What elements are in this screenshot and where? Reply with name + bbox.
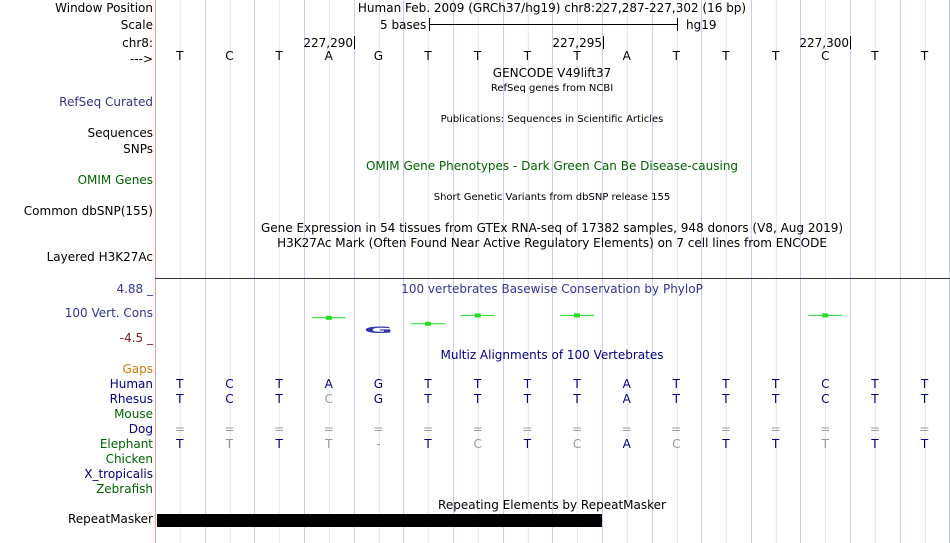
- refseq-track-label[interactable]: RefSeq Curated: [59, 95, 153, 109]
- alignment-base: =: [820, 422, 831, 436]
- tick-label: 227,300: [799, 36, 849, 50]
- alignment-base: T: [573, 377, 581, 391]
- reference-base: T: [920, 49, 929, 63]
- reference-base: T: [424, 49, 432, 63]
- alignment-base: =: [373, 422, 384, 436]
- alignment-base: G: [373, 377, 384, 391]
- alignment-base: T: [771, 437, 780, 451]
- tick-label: 227,295: [552, 36, 602, 50]
- reference-base: T: [573, 49, 581, 63]
- refseq-track-subtitle: RefSeq genes from NCBI: [490, 83, 614, 94]
- conservation-track-title: 100 vertebrates Basewise Conservation by PhyloP: [401, 282, 703, 296]
- gaps-track-label[interactable]: Gaps: [122, 362, 153, 376]
- scale-label: Scale: [120, 18, 153, 32]
- dbsnp-track-title: Short Genetic Variants from dbSNP release 155: [433, 192, 671, 203]
- assembly-name: hg19: [686, 18, 717, 32]
- alignment-base: T: [325, 437, 333, 451]
- species-label[interactable]: Dog: [128, 422, 153, 436]
- repeatmasker-track-label[interactable]: RepeatMasker: [67, 512, 153, 526]
- alignment-base: C: [821, 392, 830, 406]
- reference-base: T: [474, 49, 482, 63]
- publications-track-title: Publications: Sequences in Scientific Articles: [440, 114, 664, 125]
- reference-base: T: [722, 49, 730, 63]
- alignment-base: =: [274, 422, 285, 436]
- reference-base: C: [821, 49, 830, 63]
- alignment-base: =: [522, 422, 533, 436]
- omim-track-label[interactable]: OMIM Genes: [77, 173, 153, 187]
- reference-base: A: [324, 49, 333, 63]
- alignment-base: T: [424, 392, 432, 406]
- alignment-base: T: [275, 377, 283, 391]
- species-label[interactable]: Mouse: [114, 407, 153, 421]
- omim-track-title: OMIM Gene Phenotypes - Dark Green Can Be Disease-causing: [365, 159, 739, 173]
- alignment-base: =: [621, 422, 632, 436]
- alignment-base: T: [523, 392, 532, 406]
- alignment-base: T: [424, 437, 432, 451]
- alignment-base: T: [523, 377, 532, 391]
- sequences-track-label[interactable]: Sequences: [87, 126, 153, 140]
- alignment-base: C: [672, 437, 681, 451]
- species-label[interactable]: Chicken: [105, 452, 153, 466]
- alignment-base: T: [920, 377, 929, 391]
- alignment-base: =: [571, 422, 583, 436]
- window-position-label: Window Position: [55, 1, 153, 15]
- alignment-base: T: [474, 392, 482, 406]
- alignment-base: T: [573, 392, 581, 406]
- species-label[interactable]: Rhesus: [109, 392, 153, 406]
- conservation-max-value: 4.88 _: [116, 282, 153, 296]
- species-label[interactable]: Human: [109, 377, 153, 391]
- alignment-base: T: [275, 392, 283, 406]
- species-label[interactable]: Elephant: [99, 437, 153, 451]
- reference-base: T: [672, 49, 680, 63]
- alignment-base: C: [572, 437, 582, 451]
- multiz-track-title: Multiz Alignments of 100 Vertebrates: [440, 348, 664, 362]
- reference-base: A: [622, 49, 631, 63]
- alignment-base: A: [622, 392, 631, 406]
- reference-base: T: [275, 49, 283, 63]
- alignment-base: T: [225, 437, 234, 451]
- alignment-base: A: [622, 437, 631, 451]
- alignment-base: G: [373, 392, 384, 406]
- alignment-base: T: [871, 437, 879, 451]
- alignment-base: =: [869, 422, 880, 436]
- h3k27ac-track-label[interactable]: Layered H3K27Ac: [46, 250, 153, 264]
- alignment-base: T: [474, 377, 482, 391]
- sequence-logo-glyph: G: [363, 325, 393, 336]
- alignment-base: T: [722, 437, 730, 451]
- reference-base: T: [523, 49, 532, 63]
- alignment-base: T: [821, 437, 829, 451]
- alignment-base: -: [376, 437, 381, 451]
- alignment-base: =: [919, 422, 930, 436]
- alignment-base: T: [871, 377, 879, 391]
- alignment-base: T: [275, 437, 283, 451]
- repeatmasker-track-title: Repeating Elements by RepeatMasker: [438, 498, 666, 512]
- chrom-label: chr8:: [122, 36, 153, 50]
- gtex-track-title: Gene Expression in 54 tissues from GTEx RNA-seq of 17382 samples, 948 donors (V8, Aug 2019): [260, 221, 844, 235]
- scale-text: 5 bases: [380, 18, 427, 32]
- alignment-base: T: [871, 392, 879, 406]
- alignment-base: =: [423, 422, 434, 436]
- alignment-base: T: [722, 392, 730, 406]
- strand-label: --->: [129, 52, 153, 66]
- alignment-base: =: [472, 422, 483, 436]
- alignment-base: T: [771, 377, 780, 391]
- conservation-min-value: -4.5 _: [119, 331, 153, 345]
- alignment-base: =: [323, 422, 334, 436]
- tick-label: 227,290: [303, 36, 353, 50]
- alignment-base: A: [324, 377, 333, 391]
- alignment-base: =: [720, 422, 731, 436]
- reference-base: C: [225, 49, 234, 63]
- gencode-track-title: GENCODE V49lift37: [492, 66, 612, 80]
- alignment-base: T: [176, 437, 184, 451]
- alignment-base: T: [672, 377, 680, 391]
- alignment-base: C: [225, 377, 234, 391]
- alignment-base: T: [176, 377, 184, 391]
- alignment-base: =: [671, 422, 682, 436]
- alignment-base: T: [176, 392, 184, 406]
- alignment-base: =: [770, 422, 781, 436]
- alignment-base: T: [771, 392, 780, 406]
- conservation-peak: [574, 313, 580, 317]
- alignment-base: C: [324, 392, 333, 406]
- reference-base: T: [176, 49, 184, 63]
- reference-base: G: [373, 49, 384, 63]
- conservation-peak: [822, 313, 828, 317]
- species-label[interactable]: X_tropicalis: [84, 467, 153, 481]
- alignment-base: C: [225, 392, 234, 406]
- alignment-base: =: [174, 422, 185, 436]
- repeat-element-bar[interactable]: [157, 514, 602, 527]
- alignment-base: T: [672, 392, 680, 406]
- alignment-base: T: [424, 377, 432, 391]
- conservation-peak: [475, 313, 481, 317]
- alignment-base: T: [722, 377, 730, 391]
- alignment-base: A: [622, 377, 631, 391]
- dbsnp-track-label[interactable]: Common dbSNP(155): [23, 204, 153, 218]
- reference-base: T: [771, 49, 780, 63]
- species-label[interactable]: Zebrafish: [96, 482, 153, 496]
- snps-track-label[interactable]: SNPs: [123, 142, 153, 156]
- reference-base: T: [871, 49, 879, 63]
- alignment-base: T: [920, 392, 929, 406]
- alignment-base: C: [473, 437, 482, 451]
- conservation-track-label[interactable]: 100 Vert. Cons: [64, 306, 153, 320]
- conservation-peak: [326, 316, 332, 320]
- alignment-base: T: [920, 437, 929, 451]
- alignment-base: T: [523, 437, 532, 451]
- alignment-base: =: [224, 422, 235, 436]
- h3k27ac-track-title: H3K27Ac Mark (Often Found Near Active Regulatory Elements) on 7 cell lines from ENCODE: [277, 236, 827, 250]
- window-position-text[interactable]: Human Feb. 2009 (GRCh37/hg19) chr8:227,287-227,302 (16 bp): [357, 1, 747, 15]
- conservation-peak: [425, 322, 431, 326]
- alignment-base: C: [821, 377, 830, 391]
